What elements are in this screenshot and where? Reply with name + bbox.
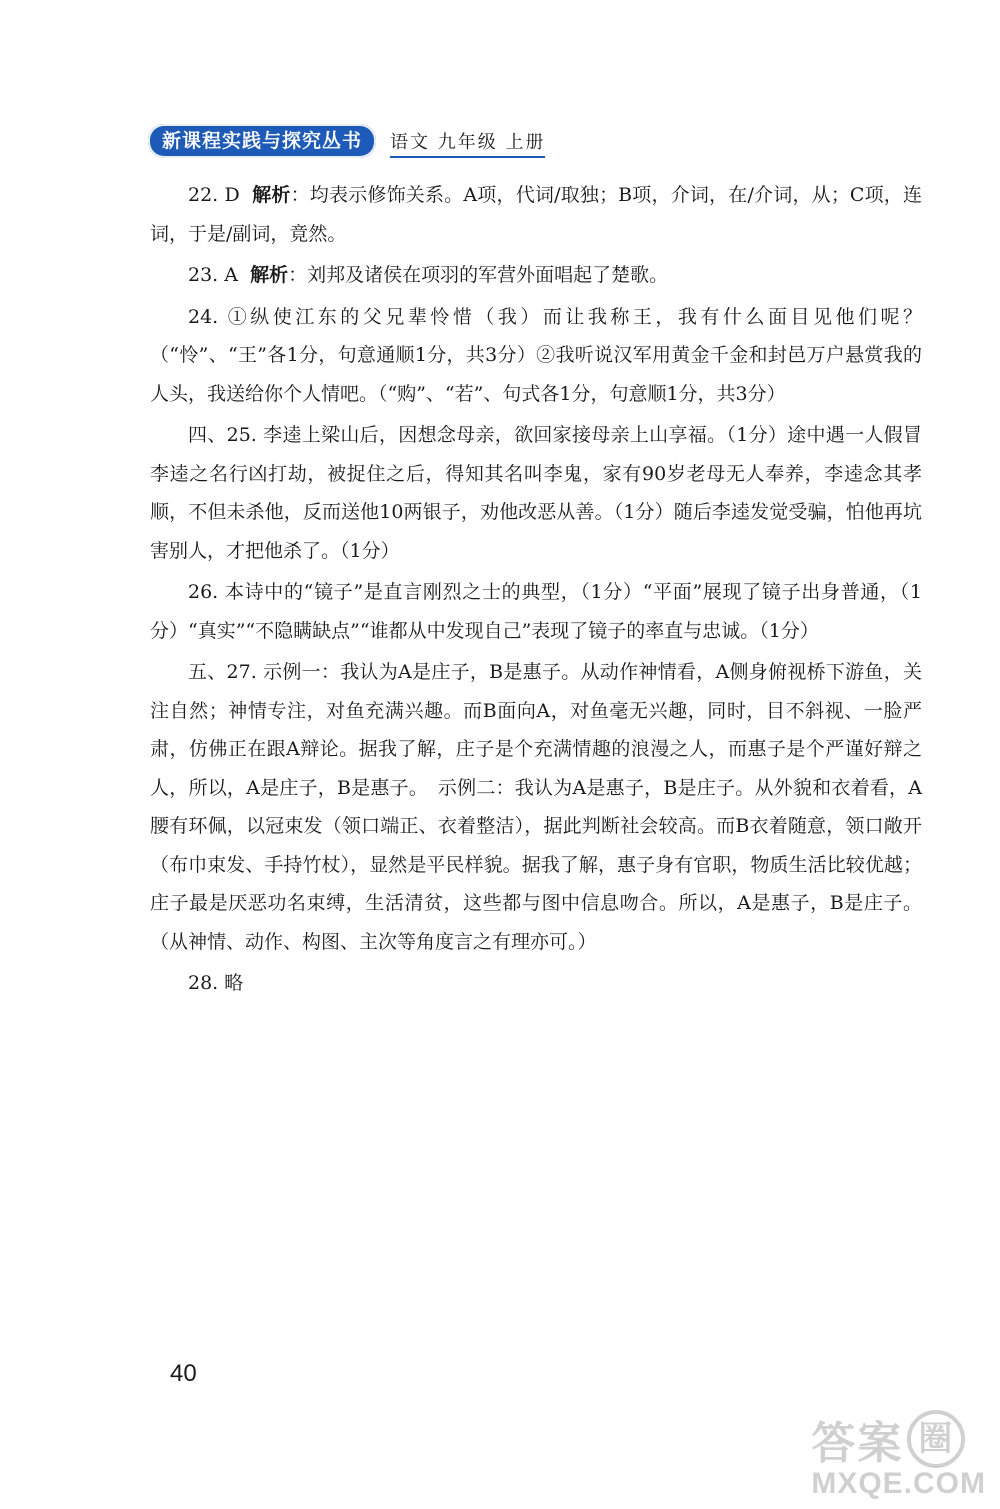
answer-28: 28. 略 xyxy=(188,972,244,994)
subject-label: 语文 九年级 上册 xyxy=(390,128,545,158)
page-number: 40 xyxy=(170,1360,197,1387)
watermark-url: MXQE.COM xyxy=(811,1467,986,1500)
answer-22 xyxy=(150,176,922,253)
watermark-text: 答案 xyxy=(811,1418,904,1469)
answer-25: 四、25. 李逵上梁山后，因想念母亲，欲回家接母亲上山享福。（1分）途中遇一人假冒李逵之名行凶打劫，被捉住之后，得知其名叫李鬼，家有90岁老母无人奉养，李逵念其孝顺，不但未杀他，反而送他10两银子，劝他改恶从善。（1分）随后李逵发觉受骗，怕他再坑害别人，才把他杀了。（1分） xyxy=(150,424,922,562)
watermark-logo xyxy=(811,1407,986,1501)
answer-23-label: 23. A xyxy=(188,264,238,286)
answer-22-analysis-label: 解析 xyxy=(252,184,291,206)
answer-content xyxy=(150,176,922,1003)
answer-23 xyxy=(150,256,922,295)
answer-27: 五、27. 示例一：我认为A是庄子，B是惠子。从动作神情看，A侧身俯视桥下游鱼，关注自然；神情专注，对鱼充满兴趣。而B面向A，对鱼毫无兴趣，同时，目不斜视、一脸严肃，仿佛正在跟A辩论。据我了解，庄子是个充满情趣的浪漫之人，而惠子是个严谨好辩之人，所以，A是庄子，B是惠子。 示例二：我认为A是惠子，B是庄子。从外貌和衣着看，A腰有环佩，以冠束发（领口端正、衣着整洁），据此判断社会较高。而B衣着随意，领口敞开（布巾束发、手持竹杖），显然是平民样貌。据我了解，惠子身有官职，物质生活比较优越；庄子最是厌恶功名束缚，生活清贫，这些都与图中信息吻合。所以，A是惠子，B是庄子。（从神情、动作、构图、主次等角度言之有理亦可。） xyxy=(150,661,922,953)
answer-23-text: ：刘邦及诸侯在项羽的军营外面唱起了楚歌。 xyxy=(288,264,669,286)
watermark-circle: 圈 xyxy=(907,1410,965,1468)
answer-24: 24. ①纵使江东的父兄辈怜惜（我）而让我称王，我有什么面目见他们呢？（“怜”、“王”各1分，句意通顺1分，共3分）②我听说汉军用黄金千金和封邑万户悬赏我的人头，我送给你个人情吧。（“购”、“若”、句式各1分，句意顺1分，共3分） xyxy=(150,305,922,405)
watermark-chars xyxy=(811,1407,986,1471)
series-badge: 新课程实践与探究丛书 xyxy=(148,124,376,158)
answer-22-text: ：均表示修饰关系。A项，代词/取独；B项，介词，在/介词，从；C项，连词，于是/副词，竟然。 xyxy=(150,184,922,245)
page-header xyxy=(148,124,545,158)
answer-22-label: 22. D xyxy=(188,184,240,206)
answer-23-analysis-label: 解析 xyxy=(250,264,289,286)
answer-26: 26. 本诗中的“镜子”是直言刚烈之士的典型，（1分）“平面”展现了镜子出身普通，（1分）“真实”“不隐瞒缺点”“谁都从中发现自己”表现了镜子的率直与忠诚。（1分） xyxy=(150,581,922,642)
